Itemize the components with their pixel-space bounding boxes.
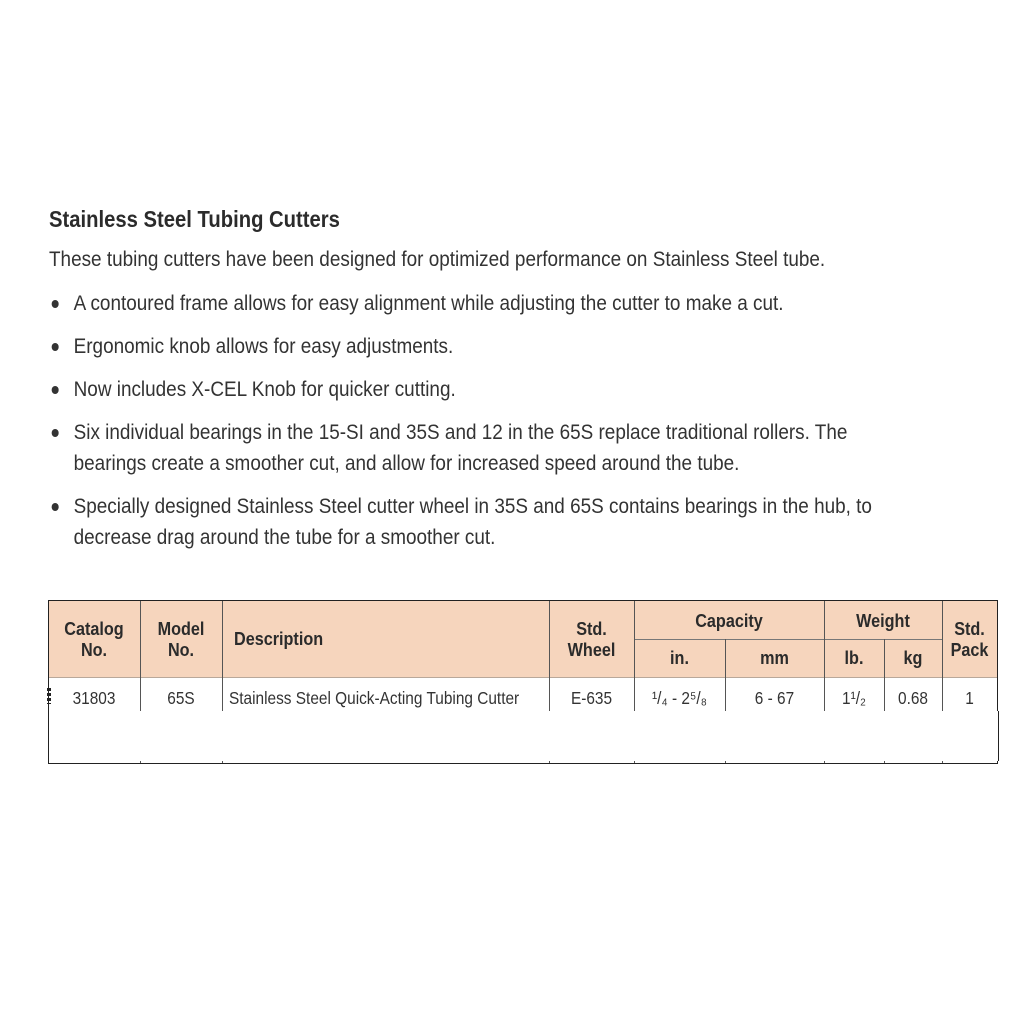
- header-capacity-in: in.: [670, 648, 689, 668]
- bullet-icon: [52, 343, 59, 351]
- section-title: Stainless Steel Tubing Cutters: [49, 206, 340, 232]
- header-std-wheel: Std. Wheel: [567, 619, 616, 660]
- bullet-icon: [52, 429, 59, 437]
- cell-catalog: 31803: [72, 688, 116, 708]
- cell-weight-lb: 1¹/₂: [842, 688, 866, 708]
- feature-list: [49, 288, 929, 565]
- feature-item: [49, 288, 929, 319]
- blank-row-overlay: [48, 711, 999, 761]
- feature-item: [49, 417, 929, 479]
- feature-text: Specially designed Stainless Steel cutter wheel in 35S and 65S contains bearings in the hub, to decrease drag around the tube for a smoother cut.: [73, 494, 872, 549]
- header-description: Description: [234, 629, 324, 649]
- feature-item: [49, 491, 929, 553]
- header-capacity: Capacity: [695, 611, 763, 631]
- bullet-icon: [52, 503, 59, 511]
- cell-std-pack: 1: [965, 688, 974, 708]
- feature-text: Now includes X-CEL Knob for quicker cutting.: [73, 377, 456, 401]
- capacity-divider: [634, 639, 824, 640]
- bullet-icon: [52, 300, 59, 308]
- header-std-pack: Std. Pack: [950, 619, 989, 660]
- cell-description: Stainless Steel Quick-Acting Tubing Cutter: [229, 688, 520, 708]
- product-table: [48, 600, 998, 764]
- bullet-icon: [52, 386, 59, 394]
- header-capacity-mm: mm: [760, 648, 789, 668]
- cell-weight-kg: 0.68: [898, 688, 928, 708]
- header-weight: Weight: [856, 611, 910, 631]
- header-weight-kg: kg: [903, 648, 923, 668]
- feature-item: [49, 374, 929, 405]
- header-weight-lb: lb.: [844, 648, 864, 668]
- feature-text: A contoured frame allows for easy alignment while adjusting the cutter to make a cut.: [73, 291, 784, 315]
- intro-paragraph: These tubing cutters have been designed for optimized performance on Stainless Steel tube.: [49, 247, 826, 271]
- header-model: Model No.: [157, 619, 205, 660]
- feature-item: [49, 331, 929, 362]
- cell-std-wheel: E-635: [570, 688, 613, 708]
- cell-capacity-in: ¹/₄ - 2⁵/₈: [652, 688, 707, 708]
- cell-capacity-mm: 6 - 67: [754, 688, 795, 708]
- feature-text: Six individual bearings in the 15-SI and 35S and 12 in the 65S replace traditional rollers. The bearings create a smoother cut, and allow for increased speed around the tube.: [73, 420, 848, 475]
- feature-text: Ergonomic knob allows for easy adjustments.: [73, 334, 454, 358]
- header-catalog: Catalog No.: [64, 619, 124, 660]
- cell-model: 65S: [167, 688, 195, 708]
- weight-divider: [824, 639, 942, 640]
